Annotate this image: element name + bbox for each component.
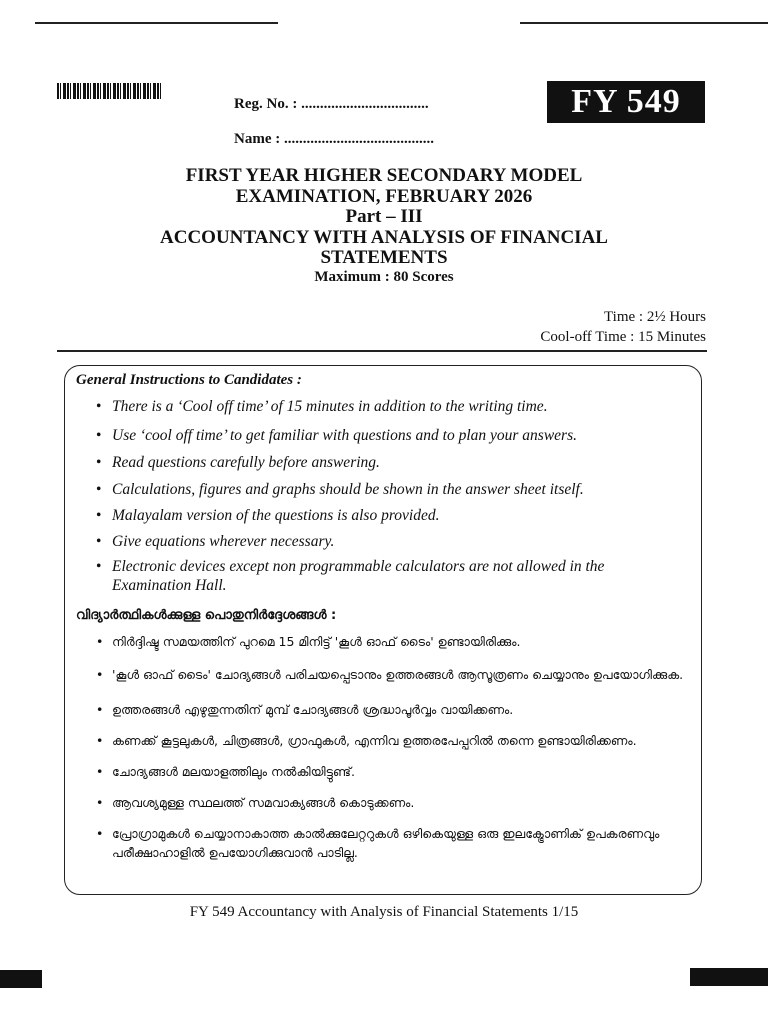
malayalam-instructions-heading: വിദ്യാർത്ഥികൾക്കുള്ള പൊതുനിർദ്ദേശങ്ങൾ : [76, 608, 337, 623]
instruction-item: • Calculations, figures and graphs should be shown in the answer sheet itself. [96, 480, 688, 499]
english-instructions-list [96, 392, 688, 595]
subject-title-line-2: STATEMENTS [320, 247, 448, 268]
exam-title-line-1: FIRST YEAR HIGHER SECONDARY MODEL [185, 165, 583, 186]
top-edge-line-right [520, 22, 768, 24]
maximum-score: Maximum : 80 Scores [314, 269, 454, 285]
exam-title-line-2: EXAMINATION, FEBRUARY 2026 [235, 186, 533, 207]
instruction-item: • Read questions carefully before answering. [96, 453, 688, 472]
part-label: Part – III [345, 206, 423, 227]
barcode [57, 83, 163, 99]
malayalam-instruction-item: • ആവശ്യമുള്ള സ്ഥലത്ത് സമവാക്യങ്ങൾ കൊടുക്കണം. [96, 793, 688, 812]
top-edge-line-left [35, 22, 278, 24]
instruction-item: • Malayalam version of the questions is also provided. [96, 506, 688, 525]
malayalam-instruction-item: • 'കൂൾ ഓഫ് ടൈം' ചോദ്യങ്ങൾ പരിചയപ്പെടാനും ഉത്തരങ്ങൾ ആസൂത്രണം ചെയ്യാനും ഉപയോഗിക്കുക. [96, 665, 688, 684]
scan-edge-mark-left [0, 970, 42, 988]
malayalam-instruction-item: • ചോദ്യങ്ങൾ മലയാളത്തിലും നൽകിയിട്ടുണ്ട്. [96, 762, 688, 781]
subject-title-line-1: ACCOUNTANCY WITH ANALYSIS OF FINANCIAL [160, 227, 608, 248]
cool-off-time: Cool-off Time : 15 Minutes [540, 329, 706, 345]
instruction-item: • Use ‘cool off time’ to get familiar with questions and to plan your answers. [96, 426, 688, 445]
malayalam-instructions-list [96, 632, 688, 862]
instructions-heading: General Instructions to Candidates : [76, 372, 302, 388]
instruction-item: • Give equations wherever necessary. [96, 532, 688, 551]
scan-edge-mark-right [690, 968, 768, 986]
malayalam-instruction-item: • കണക്ക് കൂട്ടലുകൾ, ചിത്രങ്ങൾ, ഗ്രാഫുകൾ, എന്നിവ ഉത്തരപേപ്പറിൽ തന്നെ ഉണ്ടായിരിക്കണം. [96, 731, 688, 750]
time-allowed: Time : 2½ Hours [604, 309, 706, 325]
malayalam-instruction-item: • പ്രോഗ്രാമുകൾ ചെയ്യാനാകാത്ത കാൽക്കുലേറ്ററുകൾ ഒഴികെയുള്ള ഒരു ഇലക്ട്രോണിക് ഉപകരണവും പരീക്ഷാഹാളിൽ ഉപയോഗിക്കുവാൻ പാടില്ല. [96, 824, 688, 862]
instruction-item: • Electronic devices except non programmable calculators are not allowed in the Examination Hall. [96, 557, 688, 595]
instruction-item: • There is a ‘Cool off time’ of 15 minutes in addition to the writing time. [96, 397, 688, 416]
page-footer: FY 549 Accountancy with Analysis of Financial Statements 1/15 [189, 904, 579, 920]
malayalam-instruction-item: • ഉത്തരങ്ങൾ എഴുതുന്നതിന് മുമ്പ് ചോദ്യങ്ങൾ ശ്രദ്ധാപൂർവ്വം വായിക്കണം. [96, 700, 688, 719]
divider [57, 350, 707, 352]
malayalam-instruction-item: • നിർദ്ദിഷ്ട സമയത്തിന് പുറമെ 15 മിനിട്ട് 'കൂൾ ഓഫ് ടൈം' ഉണ്ടായിരിക്കും. [96, 632, 688, 651]
reg-no-field: Reg. No. : .................................. [234, 96, 429, 112]
paper-code-badge: FY 549 [547, 81, 705, 123]
name-field: Name : ........................................ [234, 131, 434, 147]
